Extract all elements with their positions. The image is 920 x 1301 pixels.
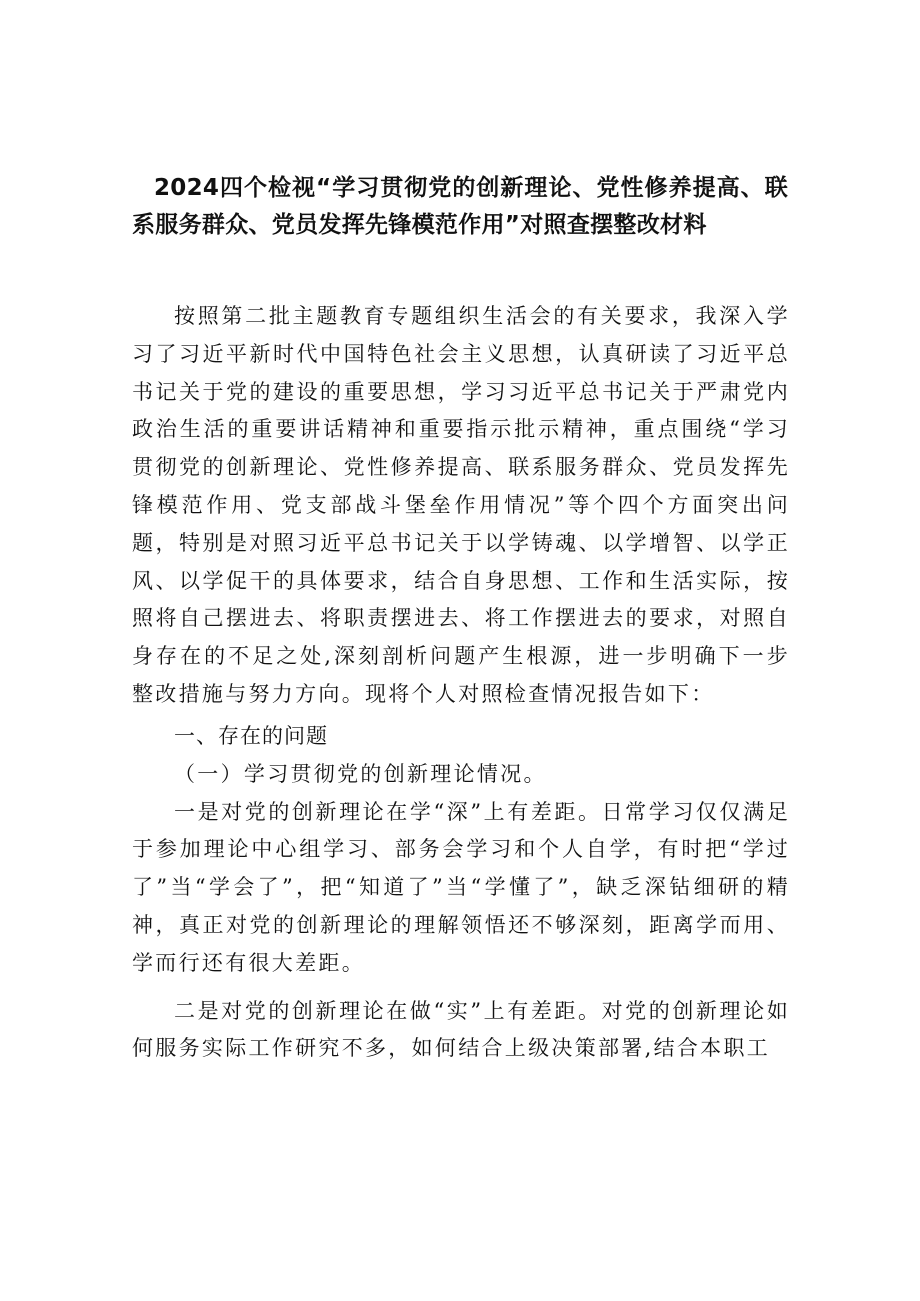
point-paragraph-1: 一是对党的创新理论在学“深”上有差距。日常学习仅仅满足于参加理论中心组学习、部务会学习和个人自学，有时把“学过了”当“学会了”，把“知道了”当“学懂了”，缺乏深钻细研的精神，真正对党的创新理论的理解领悟还不够深刻，距离学而用、学而行还有很大差距。	[132, 799, 790, 975]
document-body	[132, 298, 790, 1068]
document-title: 2024四个检视“学习贯彻党的创新理论、党性修养提高、联系服务群众、党员发挥先锋模范作用”对照查摆整改材料	[132, 175, 788, 238]
intro-paragraph: 按照第二批主题教育专题组织生活会的有关要求，我深入学习了习近平新时代中国特色社会主义思想，认真研读了习近平总书记关于党的建设的重要思想，学习习近平总书记关于严肃党内政治生活的重要讲话精神和重要指示批示精神，重点围绕“学习贯彻党的创新理论、党性修养提高、联系服务群众、党员发挥先锋模范作用、党支部战斗堡垒作用情况”等个四个方面突出问题，特别是对照习近平总书记关于以学铸魂、以学增智、以学正风、以学促干的具体要求，结合自身思想、工作和生活实际，按照将自己摆进去、将职责摆进去、将工作摆进去的要求，对照自身存在的不足之处,深刻剖析问题产生根源，进一步明确下一步整改措施与努力方向。现将个人对照检查情况报告如下：	[132, 304, 790, 706]
section-heading-problems: 一、存在的问题	[174, 723, 328, 748]
subsection-heading-theory: （一）学习贯彻党的创新理论情况。	[174, 761, 547, 786]
point-paragraph-2: 二是对党的创新理论在做“实”上有差距。对党的创新理论如何服务实际工作研究不多，如何结合上级决策部署,结合本职工	[132, 998, 790, 1061]
paragraph-gap	[132, 983, 790, 993]
